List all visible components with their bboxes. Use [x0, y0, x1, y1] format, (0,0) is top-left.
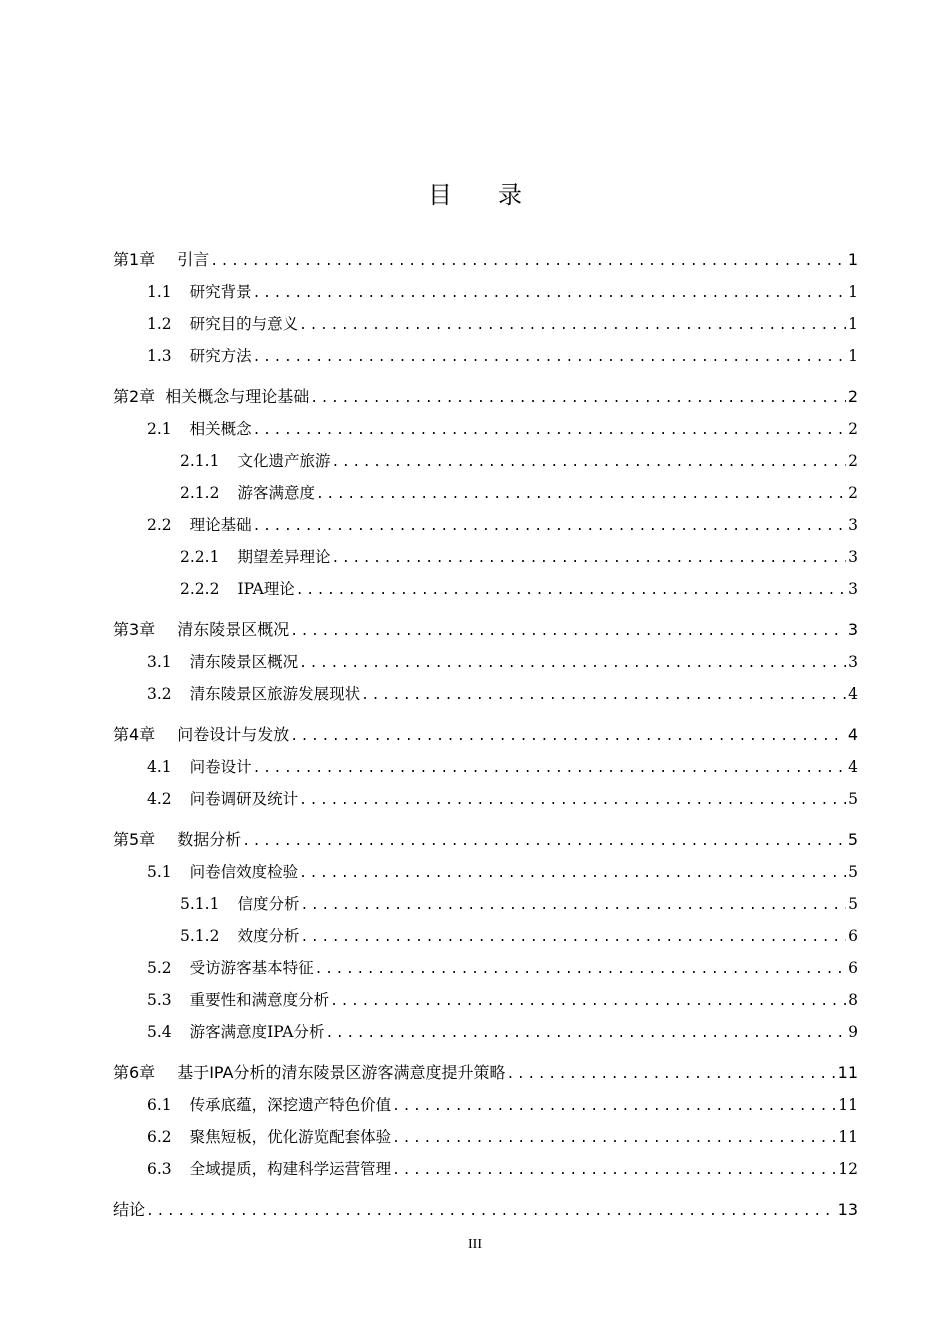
toc-entry-number: 1.3	[147, 347, 172, 365]
toc-entry-number: 5.1	[147, 863, 172, 881]
toc-entry-number: 2.1	[147, 420, 172, 438]
toc-dot-leader	[392, 1095, 836, 1119]
toc-entry[interactable]	[147, 787, 858, 811]
toc-entry-number: 1.1	[147, 283, 172, 301]
toc-entry[interactable]	[147, 682, 858, 706]
toc-entry[interactable]	[147, 956, 858, 980]
toc-entry-page: 5	[848, 790, 858, 808]
toc-entry-page: 1	[848, 315, 858, 333]
toc-entry-page: 12	[838, 1160, 858, 1178]
toc-dot-leader	[299, 652, 846, 676]
page-number: III	[468, 1237, 482, 1252]
toc-entry-title: 文化遗产旅游	[237, 452, 331, 470]
toc-entry-page: 1	[848, 283, 858, 301]
page-title: 目录	[428, 181, 568, 209]
toc-dot-leader	[253, 282, 846, 306]
toc-entry-title: 受访游客基本特征	[189, 959, 314, 977]
toc-entry-title: 效度分析	[237, 927, 300, 945]
toc-entry-title: 游客满意度IPA分析	[189, 1023, 325, 1041]
toc-entry[interactable]	[147, 755, 858, 779]
toc-entry-number: 2.2	[147, 516, 172, 534]
toc-entry[interactable]	[147, 1125, 858, 1149]
toc-entry[interactable]	[147, 1020, 858, 1044]
toc-entry-title: 全域提质，构建科学运营管理	[189, 1160, 392, 1178]
toc-entry[interactable]	[113, 1198, 858, 1222]
toc-dot-leader	[310, 387, 846, 411]
toc-entry-title: 清东陵景区旅游发展现状	[189, 685, 361, 703]
toc-dot-leader	[331, 451, 846, 475]
toc-entry-title: 聚焦短板，优化游览配套体验	[189, 1128, 392, 1146]
toc-dot-leader	[253, 346, 846, 370]
toc-dot-leader	[299, 314, 846, 338]
toc-entry-page: 2	[848, 420, 858, 438]
toc-entry-number: 5.1.2	[180, 927, 220, 945]
toc-entry-title: 理论基础	[189, 516, 252, 534]
toc-entry-page: 6	[848, 927, 858, 945]
toc-entry-title: 结论	[113, 1200, 146, 1219]
toc-entry-title: 期望差异理论	[237, 548, 331, 566]
toc-entry[interactable]	[147, 280, 858, 304]
toc-entry-page: 2	[848, 452, 858, 470]
toc-entry[interactable]	[147, 1093, 858, 1117]
toc-entry-title: 研究方法	[189, 347, 252, 365]
toc-dot-leader	[331, 547, 846, 571]
toc-entry-page: 1	[848, 347, 858, 365]
toc-entry-title: 研究目的与意义	[189, 315, 299, 333]
toc-entry-page: 4	[847, 725, 858, 744]
toc-entry-page: 11	[837, 1063, 858, 1082]
toc-entry[interactable]	[113, 1061, 858, 1085]
toc-dot-leader	[392, 1159, 836, 1183]
toc-entry[interactable]	[180, 545, 858, 569]
toc-entry-number: 第5章	[113, 830, 156, 849]
toc-dot-leader	[210, 250, 846, 274]
toc-entry-title: 基于IPA分析的清东陵景区游客满意度提升策略	[177, 1063, 506, 1082]
toc-entry[interactable]	[113, 618, 858, 642]
toc-entry-title: 问卷设计与发放	[177, 725, 290, 744]
toc-entry[interactable]	[147, 988, 858, 1012]
toc-dot-leader	[316, 483, 846, 507]
toc-dot-leader	[300, 894, 846, 918]
toc-entry-number: 3.1	[147, 653, 172, 671]
toc-dot-leader	[361, 684, 846, 708]
toc-dot-leader	[146, 1200, 836, 1224]
toc-entry-page: 3	[847, 620, 858, 639]
toc-entry-title: 重要性和满意度分析	[189, 991, 330, 1009]
toc-entry-page: 2	[848, 484, 858, 502]
toc-entry[interactable]	[147, 1157, 858, 1181]
toc-entry[interactable]	[180, 481, 858, 505]
toc-entry-title: 相关概念与理论基础	[165, 387, 310, 406]
toc-dot-leader	[300, 926, 846, 950]
toc-entry-page: 8	[848, 991, 858, 1009]
toc-dot-leader	[315, 958, 846, 982]
toc-entry-number: 1.2	[147, 315, 172, 333]
toc-dot-leader	[299, 789, 846, 813]
toc-entry-number: 5.1.1	[180, 895, 220, 913]
toc-entry-page: 13	[837, 1200, 858, 1219]
toc-entry-number: 4.2	[147, 790, 172, 808]
toc-entry-page: 9	[848, 1023, 858, 1041]
toc-entry-page: 2	[847, 387, 858, 406]
toc-dot-leader	[253, 419, 846, 443]
toc-dot-leader	[299, 862, 846, 886]
toc-entry[interactable]	[147, 860, 858, 884]
toc-entry-title: 信度分析	[237, 895, 300, 913]
toc-entry-title: 问卷调研及统计	[189, 790, 299, 808]
toc-dot-leader	[290, 725, 846, 749]
toc-entry-number: 3.2	[147, 685, 172, 703]
toc-entry-page: 1	[847, 250, 858, 269]
toc-entry-number: 第4章	[113, 725, 156, 744]
toc-entry-page: 6	[848, 959, 858, 977]
toc-entry-number: 第6章	[113, 1063, 156, 1082]
toc-entry-page: 5	[848, 863, 858, 881]
toc-entry-page: 3	[848, 653, 858, 671]
toc-entry[interactable]	[180, 924, 858, 948]
toc-entry-number: 2.2.2	[180, 580, 220, 598]
toc-entry-title: 传承底蕴，深挖遗产特色价值	[189, 1096, 392, 1114]
toc-dot-leader	[296, 579, 846, 603]
toc-entry-page: 3	[848, 548, 858, 566]
toc-entry[interactable]	[113, 723, 858, 747]
toc-entry-title: 问卷信效度检验	[189, 863, 299, 881]
toc-entry-title: 问卷设计	[189, 758, 252, 776]
toc-dot-leader	[330, 990, 846, 1014]
toc-entry-number: 2.1.2	[180, 484, 220, 502]
toc-entry-title: 研究背景	[189, 283, 252, 301]
toc-entry-number: 6.1	[147, 1096, 172, 1114]
toc-entry[interactable]	[180, 577, 858, 601]
toc-entry-title: 相关概念	[189, 420, 252, 438]
toc-entry[interactable]	[180, 449, 858, 473]
toc-entry-title: IPA理论	[237, 580, 295, 598]
toc-entry-page: 5	[848, 895, 858, 913]
toc-dot-leader	[392, 1127, 836, 1151]
toc-entry[interactable]	[180, 892, 858, 916]
toc-entry-number: 2.2.1	[180, 548, 220, 566]
toc-dot-leader	[253, 757, 846, 781]
toc-entry[interactable]	[113, 248, 858, 272]
toc-entry[interactable]	[113, 828, 858, 852]
toc-entry[interactable]	[147, 650, 858, 674]
toc-entry-number: 第1章	[113, 250, 156, 269]
toc-entry-number: 6.2	[147, 1128, 172, 1146]
toc-entry-page: 4	[848, 685, 858, 703]
toc-entry-number: 6.3	[147, 1160, 172, 1178]
toc-entry-title: 游客满意度	[237, 484, 315, 502]
toc-entry-page: 3	[848, 580, 858, 598]
toc-entry-number: 5.2	[147, 959, 172, 977]
toc-dot-leader	[253, 515, 846, 539]
toc-dot-leader	[242, 830, 846, 854]
toc-entry[interactable]	[147, 513, 858, 537]
toc-entry-number: 2.1.1	[180, 452, 220, 470]
toc-entry-title: 清东陵景区概况	[189, 653, 299, 671]
toc-entry-title: 引言	[177, 250, 210, 269]
toc-entry-number: 5.4	[147, 1023, 172, 1041]
toc-entry[interactable]	[147, 417, 858, 441]
toc-entry-number: 4.1	[147, 758, 172, 776]
toc-entry-page: 11	[838, 1128, 858, 1146]
toc-entry-page: 11	[838, 1096, 858, 1114]
toc-entry-number: 第2章	[113, 387, 156, 406]
toc-entry-number: 第3章	[113, 620, 156, 639]
toc-entry-page: 4	[848, 758, 858, 776]
toc-dot-leader	[290, 620, 846, 644]
toc-dot-leader	[325, 1022, 846, 1046]
toc-entry[interactable]	[147, 312, 858, 336]
toc-entry-title: 清东陵景区概况	[177, 620, 290, 639]
toc-entry[interactable]	[113, 385, 858, 409]
toc-entry-title: 数据分析	[177, 830, 242, 849]
toc-entry-page: 5	[847, 830, 858, 849]
toc-entry-page: 3	[848, 516, 858, 534]
toc-dot-leader	[506, 1063, 835, 1087]
toc-entry[interactable]	[147, 344, 858, 368]
toc-entry-number: 5.3	[147, 991, 172, 1009]
